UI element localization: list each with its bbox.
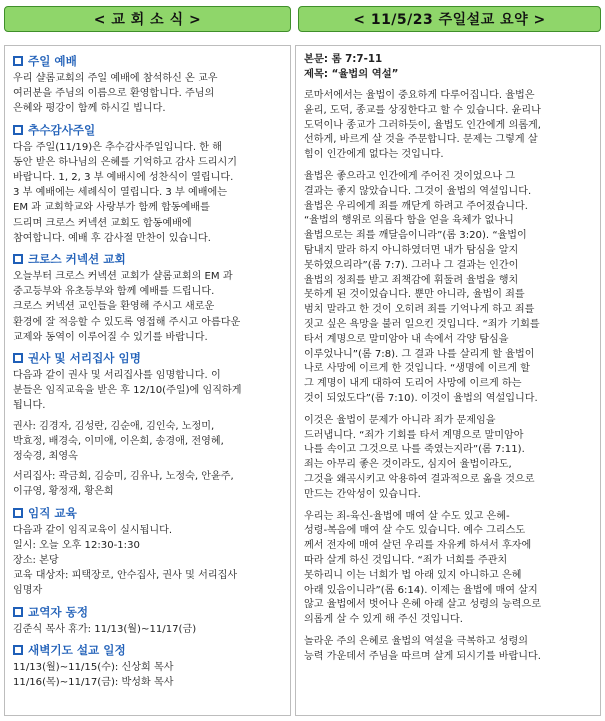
text-line: 능력 가운데서 주님을 따르며 살게 되시기를 바랍니다. [304, 650, 541, 662]
sermon-body [304, 89, 592, 664]
text-line: 다음 주일(11/19)은 추수감사주일입니다. 한 해 [13, 141, 223, 153]
text-line: 로마서에서는 율법이 중요하게 다루어집니다. 율법은 [304, 90, 535, 101]
text-line: 교제와 동역이 이루어질 수 있기를 바랍니다. [13, 331, 208, 343]
text-line: 것이 되었도다”(롬 7:10). 이것이 율법의 역설입니다. [304, 392, 538, 404]
text-line: 김준식 목사 휴가: 11/13(월)~11/17(금) [13, 623, 197, 635]
sermon-paragraph [304, 89, 592, 163]
section-paragraph [13, 419, 282, 465]
section-heading [13, 642, 282, 658]
news-section [13, 604, 282, 637]
text-line: 윤리, 도덕, 종교를 상징한다고 할 수 있습니다. 윤리나 [304, 104, 541, 116]
sermon-paragraph [304, 635, 592, 665]
text-line: 성령-복음에 매여 살 수도 있습니다. 예수 그리스도 [304, 525, 526, 537]
text-line: 율법의 정죄를 받고 죄책감에 휘둘려 율법을 행치 [304, 274, 519, 286]
text-line: 크로스 커넥션 교인들을 환영해 주시고 새로운 [13, 301, 215, 313]
section-title-text: 권사 및 서리집사 임명 [28, 351, 141, 366]
church-news-column [4, 45, 291, 716]
text-line: 이루었나니”(롬 7:8). 그 결과 나를 살리게 할 율법이 [304, 348, 535, 360]
text-line: 다음과 같이 임직교육이 실시됩니다. [13, 524, 173, 536]
section-paragraph [13, 71, 282, 117]
section-heading [13, 604, 282, 620]
sermon-paragraph [304, 170, 592, 407]
text-line: 임명자 [13, 585, 43, 597]
section-paragraph [13, 660, 282, 690]
section-heading [13, 350, 282, 366]
text-line: 오늘부터 크로스 커넥션 교회가 샬롬교회의 EM 과 [13, 271, 233, 283]
text-line: 결과는 좋지 않았습니다. 그것이 율법의 역설입니다. [304, 185, 532, 197]
text-line: 11/13(월)~11/15(수): 신상희 목사 [13, 661, 174, 673]
text-line: EM 과 교회학교와 사랑부가 함께 합동예배를 [13, 202, 210, 214]
text-line: 드러냅니다. “죄가 기회를 타서 계명으로 말미암아 [304, 429, 524, 441]
text-line: 교육 대상자: 피택장로, 안수집사, 권사 및 서리집사 [13, 570, 238, 582]
text-line: 서리집사: 곽금희, 김승미, 김유나, 노정숙, 안윤주, [13, 471, 234, 483]
text-line: 권사: 김경자, 김성란, 김순애, 김인숙, 노정미, [13, 420, 215, 432]
text-line: 율법은 좋으라고 인간에게 주어진 것이었으나 그 [304, 170, 516, 182]
text-line: 따라 살게 하신 것입니다. “죄가 너희를 주관치 [304, 554, 508, 566]
text-line: 범치 말라고 한 것이 오히려 죄를 기억나게 하고 죄를 [304, 304, 535, 316]
text-line: 우리 샬롬교회의 주일 예배에 참석하신 온 교우 [13, 73, 218, 84]
text-line: 우리는 죄-육신-율법에 매여 살 수도 있고 은혜- [304, 510, 510, 522]
text-line: 됩니다. [13, 400, 46, 412]
text-line: 못하였으리라”(롬 7:7). 그러나 그 결과는 인간이 [304, 259, 519, 271]
sermon-summary-banner [298, 6, 601, 32]
section-paragraph [13, 368, 282, 414]
sermon-paragraph [304, 510, 592, 628]
news-section [13, 642, 282, 690]
text-line: 도덕이나 종교가 그러하듯이, 율법도 인간에게 의롭게, [304, 119, 541, 131]
text-line: 3 부 예배에는 세례식이 열립니다. 3 부 예배에는 [13, 187, 228, 199]
sermon-summary-title: < 11/5/23 주일설교 요약 > [353, 12, 546, 28]
square-bullet-icon [13, 508, 23, 518]
church-news-title: < 교 회 소 식 > [93, 12, 202, 28]
section-title-text: 교역자 동정 [28, 604, 89, 619]
news-section [13, 251, 282, 345]
text-line: 중고등부와 유초등부와 함께 예배를 드립니다. [13, 286, 215, 298]
news-section [13, 505, 282, 599]
text-line: 선하게, 바르게 살 것을 주문합니다. 문제는 그렇게 살 [304, 134, 538, 146]
section-heading [13, 53, 282, 69]
text-line: 참여합니다. 예배 후 감사절 만찬이 있습니다. [13, 232, 211, 244]
text-line: 못하게 된 것이었습니다. 뿐만 아니라, 율법이 죄를 [304, 289, 525, 301]
text-line: 환경에 잘 적응할 수 있도록 영접해 주시고 아름다운 [13, 316, 241, 328]
text-line: 않고 율법에서 벗어나 은혜 아래 살고 성령의 능력으로 [304, 599, 541, 611]
text-line: 이규영, 황정재, 황은희 [13, 486, 114, 498]
square-bullet-icon [13, 254, 23, 264]
square-bullet-icon [13, 353, 23, 363]
text-line: 죄는 아무리 좋은 것이라도, 심지어 율법이라도, [304, 459, 512, 471]
text-line: “율법의 행위로 의롭다 함을 얻을 육체가 없나니 [304, 215, 514, 227]
church-news-banner [4, 6, 291, 32]
text-line: 다음과 같이 권사 및 서리집사를 임명합니다. 이 [13, 370, 221, 382]
section-paragraph [13, 622, 282, 637]
sermon-summary-column [295, 45, 601, 716]
news-section [13, 350, 282, 500]
section-paragraph [13, 269, 282, 345]
square-bullet-icon [13, 645, 23, 655]
text-line: 박효정, 배경숙, 이미애, 이은희, 송경애, 전영혜, [13, 435, 224, 447]
text-line: 바랍니다. 1, 2, 3 부 예배시에 성찬식이 열립니다. [13, 172, 234, 184]
text-line: 그 계명이 내게 대하여 도리어 사망에 이르게 하는 [304, 378, 522, 390]
text-line: 11/16(목)~11/17(금): 박성화 목사 [13, 677, 174, 689]
news-section [13, 53, 282, 117]
text-line: 아래 있음이니라”(롬 6:14). 이제는 율법에 매여 살지 [304, 584, 538, 596]
section-title-text: 새벽기도 설교 일정 [28, 642, 126, 657]
section-heading [13, 122, 282, 138]
text-line: 나로 사망에 이르게 한 것입니다. “생명에 이르게 할 [304, 363, 530, 375]
sermon-title: 제목: “율법의 역설” [304, 68, 399, 80]
text-line: 장소: 본당 [13, 555, 59, 567]
text-line: 드리며 크로스 커넥션 교회도 합동예배에 [13, 217, 192, 229]
section-title-text: 주일 예배 [28, 54, 77, 68]
text-line: 일시: 오늘 오후 12:30-1:30 [13, 539, 140, 551]
text-line: 분들은 임직교육을 받은 후 12/10(주일)에 임직하게 [13, 385, 242, 397]
section-paragraph [13, 469, 282, 499]
text-line: 그것을 왜곡시키고 악용하여 결과적으로 옮을 것으로 [304, 473, 535, 485]
text-line: 타서 계명으로 말미암아 내 속에서 각양 탐심을 [304, 333, 509, 345]
square-bullet-icon [13, 125, 23, 135]
text-line: 율법으로는 죄를 깨달음이니라”(롬 3:20). “율법이 [304, 230, 527, 242]
section-paragraph [13, 140, 282, 246]
text-line: 놀라운 주의 은혜로 율법의 역설을 극복하고 성령의 [304, 635, 529, 647]
text-line: 못하리니 이는 너희가 법 아래 있지 아니하고 은혜 [304, 569, 522, 581]
section-heading [13, 505, 282, 521]
square-bullet-icon [13, 607, 23, 617]
section-title-text: 크로스 커넥션 교회 [28, 252, 126, 267]
text-line: 정숙경, 최영옥 [13, 451, 78, 463]
sermon-scripture: 본문: 롬 7:7-11 [304, 53, 383, 65]
text-line: 힘이 인간에게 없다는 것입니다. [304, 149, 444, 161]
text-line: 율법은 우리에게 죄를 깨닫게 하려고 주어졌습니다. [304, 200, 529, 212]
text-line: 여러분을 주님의 이름으로 환영합니다. 주님의 [13, 88, 215, 100]
text-line: 이것은 율법이 문제가 아니라 죄가 문제임을 [304, 414, 496, 426]
text-line: 께서 전자에 매여 살던 우리를 자유케 하셔서 후자에 [304, 540, 532, 552]
text-line: 짓고 싶은 욕망을 불러 일으킨 것입니다. “죄가 기회를 [304, 318, 540, 330]
text-line: 탐내지 말라 하지 아니하였더면 내가 탐심을 알지 [304, 244, 519, 256]
sermon-paragraph [304, 414, 592, 503]
text-line: 의롭게 살 수 있게 해 주신 것입니다. [304, 614, 463, 626]
section-heading [13, 251, 282, 267]
section-title-text: 추수감사주일 [28, 122, 96, 137]
text-line: 나를 속이고 그것으로 나를 죽였는지라”(롬 7:11). [304, 444, 525, 456]
section-title-text: 임직 교육 [28, 505, 77, 520]
text-line: 동안 받은 하나님의 은혜를 기억하고 감사 드리시기 [13, 156, 238, 168]
news-section [13, 122, 282, 246]
text-line: 은혜와 평강이 함께 하시길 빕니다. [13, 103, 166, 115]
text-line: 만드는 간악성이 있습니다. [304, 488, 421, 500]
section-paragraph [13, 523, 282, 599]
square-bullet-icon [13, 56, 23, 66]
